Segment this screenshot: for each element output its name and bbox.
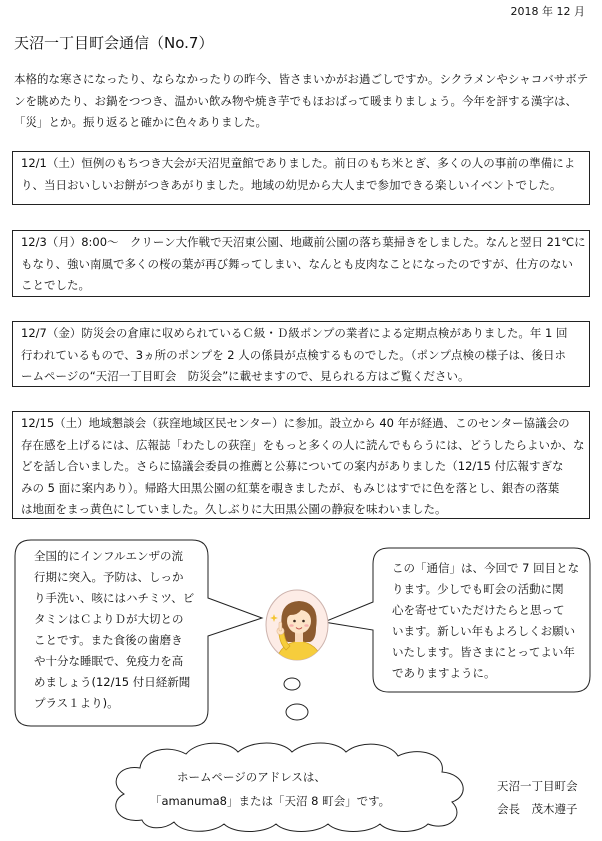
bubble-text-line: や十分な睡眠で、免疫力を高 [34, 654, 184, 668]
right-cheek [304, 624, 308, 627]
bubble-text-line: り手洗い、咳にはハチミツ、ビ [34, 591, 195, 605]
report-text-line: 12/1（土）恒例のもちつき大会が天沼児童館でありました。前日のもち米とぎ、多くの人の事前の準備によ [21, 156, 576, 170]
index-finger [279, 622, 282, 631]
report-text-line: ことでした。 [21, 278, 90, 292]
issue-date: 2018 年 12 月 [510, 5, 585, 18]
report-text-line: もなり、強い南風で多くの桜の葉が再び舞ってしまい、なんとも皮肉なことになったのですが、仕方のない [21, 256, 573, 271]
bubble-text-line: ります。少しでも町会の活動に関 [392, 582, 564, 596]
report-text-line: 12/3（月）8:00～ クリーン大作戦で天沼東公園、地蔵前公園の落ち葉掃きをしました。なんと翌日 21℃に [21, 235, 586, 249]
bubble-text-line: 心を寄せていただけたらと思って [392, 603, 565, 617]
report-text-line: ームページの“天沼一丁目町会 防災会”に載せますので、見られる方はご覧ください。 [21, 369, 470, 383]
homepage-address-text [150, 765, 442, 813]
bubble-text-line: います。新しい年もよろしくお願い [392, 624, 576, 638]
report-text-line: 行われているもので、3ヵ所のポンプを 2 人の係員が点検するものでした。（ポンプ点検の様子は、後日ホ [21, 347, 566, 362]
signature-block [497, 775, 597, 821]
cloud-text-line: 「amanuma8」または「天沼 8 町会」です。 [150, 794, 391, 808]
report-text-line: みの 5 面に案内あり）。帰路大田黒公園の紅葉を覗きましたが、もみじはすでに色を落とし、銀杏の落葉 [21, 480, 560, 495]
left-cheek [289, 624, 293, 627]
organization-name: 天沼一丁目町会 [497, 779, 578, 793]
health-tip-text [34, 546, 202, 714]
bubble-text-line: 行期に突入。予防は、しっか [34, 570, 184, 584]
bubble-text-line: プラス１より)。 [34, 696, 119, 710]
bubble-text-line: この「通信」は、今回で 7 回目とな [392, 561, 580, 575]
bubble-text-line: タミンはＣよりＤが大切との [34, 612, 184, 626]
report-text-line: は地面をまっ黄色にしていました。久しぶりに大田黒公園の静寂を味わいました。 [21, 502, 447, 516]
intro-text-line: ンを眺めたり、お鍋をつつき、温かい飲み物や焼き芋でもほおばって暖まりましょう。今年を評する漢字は、 [14, 93, 578, 108]
thought-bubble-large [286, 704, 308, 720]
newsletter-title: 天沼一丁目町会通信（No.7） [14, 34, 214, 52]
left-eye [293, 620, 296, 623]
woman-pointing-illustration [264, 588, 330, 662]
intro-text-line: 「災」とか。振り返ると確かに色々ありました。 [14, 115, 267, 129]
bubble-text-line: いたします。皆さまにとってよい年 [392, 645, 575, 659]
thought-bubble-small [284, 678, 300, 690]
report-text-line: 12/15（土）地域懇談会（荻窪地域区民センター）に参加。設立から 40 年が経過、このセンター協議会の [21, 416, 570, 430]
closing-message-text [392, 558, 586, 684]
president-name: 会長 茂木遵子 [497, 802, 578, 816]
intro-text-line: 本格的な寒さになったり、ならなかったりの昨今、皆さまいかがお過ごしですか。シクラメンやシャコバサボテ [14, 72, 589, 86]
report-text-line: どを話し合いました。さらに協議会委員の推薦と公募についての案内がありました（12/15 付広報すぎな [21, 459, 564, 473]
bubble-text-line: めましょう(12/15 付日経新聞 [34, 675, 191, 689]
cloud-text-line: ホームページのアドレスは、 [177, 770, 326, 784]
bubble-text-line: ことです。また食後の歯磨き [34, 633, 183, 647]
bubble-text-line: 全国的にインフルエンザの流 [34, 549, 184, 563]
right-eye [302, 620, 305, 623]
report-text-line: 存在感を上げるには、広報誌「わたしの荻窪」をもっと多くの人に読んでもらうには、どうしたらよいか、な [21, 437, 585, 452]
report-text-line: 12/7（金）防災会の倉庫に収められているＣ級・Ｄ級ポンプの業者による定期点検がありました。年 1 回 [21, 326, 568, 340]
report-text-line: り、当日おいしいお餅がつきあがりました。地域の幼児から大人まで参加できる楽しいイベントでした。 [21, 177, 562, 192]
bubble-text-line: でありますように。 [392, 666, 496, 680]
